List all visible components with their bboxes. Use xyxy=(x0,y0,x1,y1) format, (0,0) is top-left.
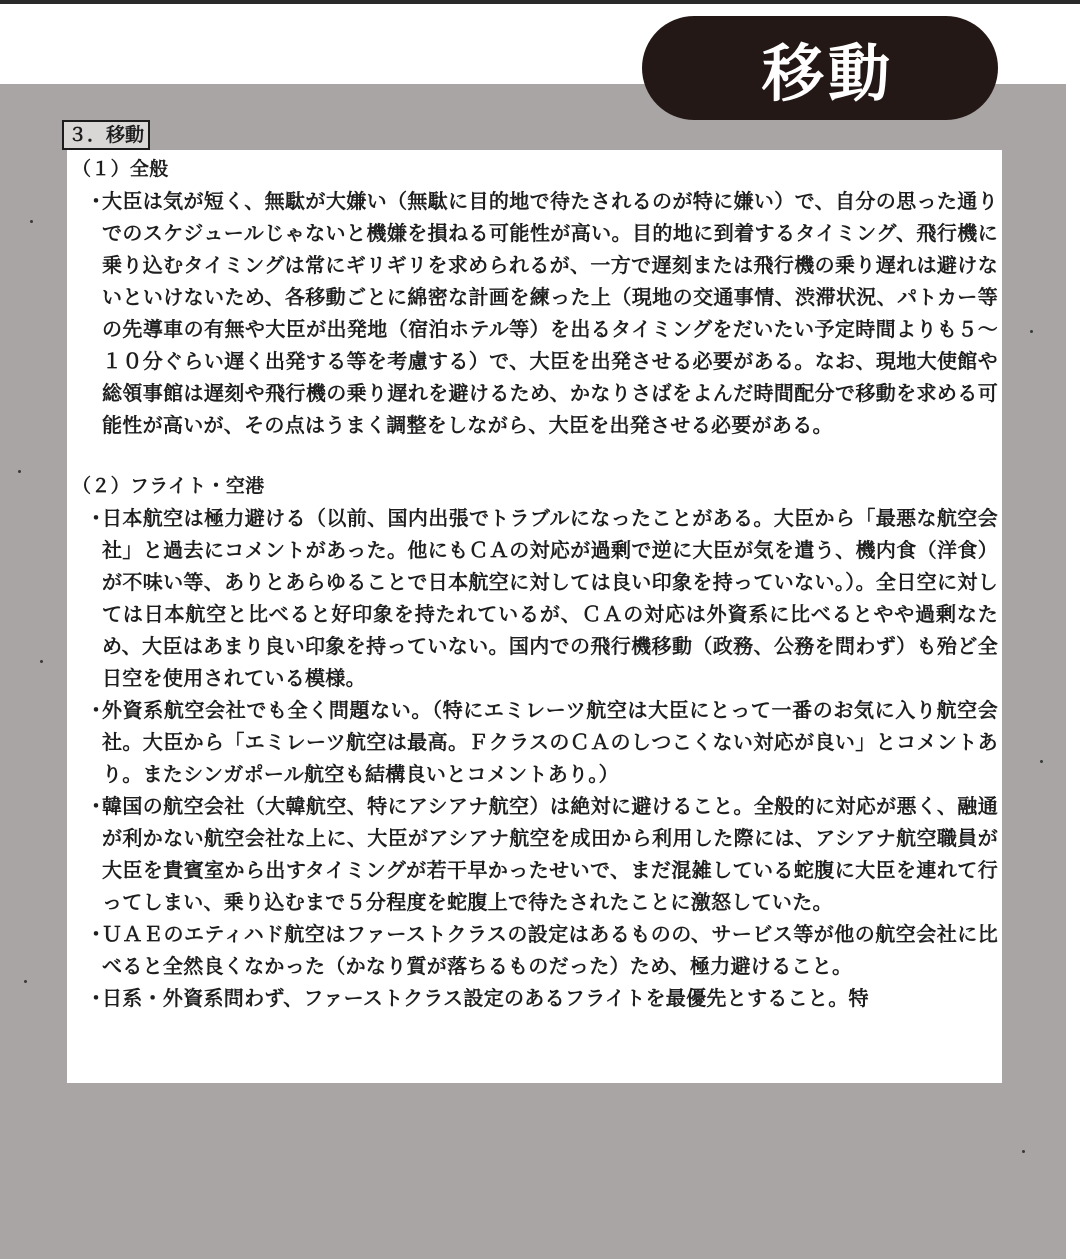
subsection-heading-flight: （２）フライト・空港 xyxy=(72,475,265,497)
scan-speck xyxy=(1040,760,1043,763)
bullet-mark: ・ xyxy=(86,794,107,818)
section-gap xyxy=(72,441,998,470)
bullet-general-1 xyxy=(72,185,998,441)
scan-speck xyxy=(30,220,33,223)
bullet-mark: ・ xyxy=(86,986,107,1010)
title-banner xyxy=(642,16,998,120)
scan-speck xyxy=(40,660,43,663)
page-title: 移動 xyxy=(761,36,894,110)
bullet-mark: ・ xyxy=(86,922,107,946)
section-label: ３．移動 xyxy=(62,120,150,150)
bullet-mark: ・ xyxy=(86,698,107,722)
bullet-flight-2 xyxy=(72,694,998,790)
bullet-flight-1 xyxy=(72,502,998,694)
bullet-mark: ・ xyxy=(86,189,107,213)
bullet-text: ＵＡＥのエティハド航空はファーストクラスの設定はあるものの、サービス等が他の航空会社に比べると全然良くなかった（かなり質が落ちるものだった）ため、極力避けること。 xyxy=(102,922,998,978)
document-body xyxy=(72,153,998,1014)
bullet-text: 日系・外資系問わず、ファーストクラス設定のあるフライトを最優先とすること。特 xyxy=(102,986,869,1010)
bullet-mark: ・ xyxy=(86,506,107,530)
scan-speck xyxy=(18,470,21,473)
bullet-text: 韓国の航空会社（大韓航空、特にアシアナ航空）は絶対に避けること。全般的に対応が悪く、融通が利かない航空会社な上に、大臣がアシアナ航空を成田から利用した際には、アシアナ航空職員が大臣を貴賓室から出すタイミングが若干早かったせいで、まだ混雑している蛇腹に大臣を連れて行ってしまい、乗り込むまで５分程度を蛇腹上で待たされたことに激怒していた。 xyxy=(102,794,998,914)
top-rule xyxy=(0,0,1080,4)
bullet-text: 外資系航空会社でも全く問題ない。（特にエミレーツ航空は大臣にとって一番のお気に入り航空会社。大臣から「エミレーツ航空は最高。ＦクラスのＣＡのしつこくない対応が良い」とコメントあり。またシンガポール航空も結構良いとコメントあり。） xyxy=(102,698,998,786)
subsection-heading-general: （１）全般 xyxy=(72,158,169,180)
bullet-flight-5 xyxy=(72,982,998,1014)
scan-speck xyxy=(1030,330,1033,333)
bullet-flight-4 xyxy=(72,918,998,982)
bullet-text: 大臣は気が短く、無駄が大嫌い（無駄に目的地で待たされるのが特に嫌い）で、自分の思った通りでのスケジュールじゃないと機嫌を損ねる可能性が高い。目的地に到着するタイミング、飛行機に乗り込むタイミングは常にギリギリを求められるが、一方で遅刻または飛行機の乗り遅れは避けないといけないため、各移動ごとに綿密な計画を練った上（現地の交通事情、渋滞状況、パトカー等の先導車の有無や大臣が出発地（宿泊ホテル等）を出るタイミングをだいたい予定時間よりも５～１０分ぐらい遅く出発する等を考慮する）で、大臣を出発させる必要がある。なお、現地大使館や総領事館は遅刻や飛行機の乗り遅れを避けるため、かなりさばをよんだ時間配分で移動を求める可能性が高いが、その点はうまく調整をしながら、大臣を出発させる必要がある。 xyxy=(102,189,998,437)
scan-speck xyxy=(1022,1150,1025,1153)
bullet-text: 日本航空は極力避ける（以前、国内出張でトラブルになったことがある。大臣から「最悪な航空会社」と過去にコメントがあった。他にもＣＡの対応が過剰で逆に大臣が気を遣う、機内食（洋食）が不味い等、ありとあらゆることで日本航空に対しては良い印象を持っていない。）。全日空に対しては日本航空と比べると好印象を持たれているが、ＣＡの対応は外資系に比べるとやや過剰なため、大臣はあまり良い印象を持っていない。国内での飛行機移動（政務、公務を問わず）も殆ど全日空を使用されている模様。 xyxy=(102,506,998,690)
scan-speck xyxy=(24,980,27,983)
bullet-flight-3 xyxy=(72,790,998,918)
